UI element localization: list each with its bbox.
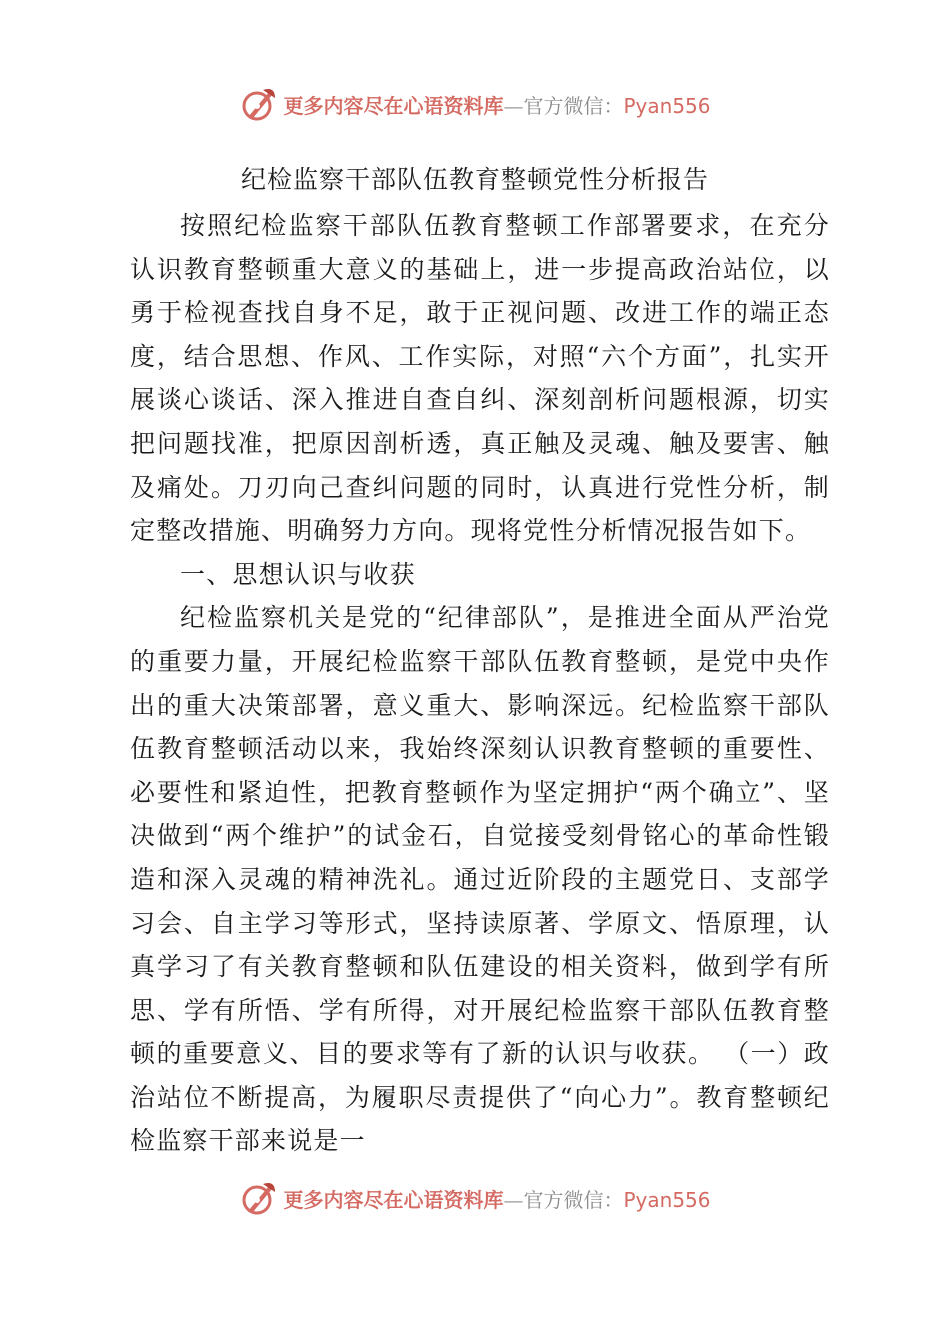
watermark-banner-top (0, 82, 950, 126)
document-title: 纪检监察干部队伍教育整顿党性分析报告 (240, 165, 709, 194)
watermark-account: Pyan556 (623, 1187, 711, 1212)
watermark-site: 更多内容尽在心语资料库 (283, 1187, 504, 1212)
body-paragraph: 纪检监察机关是党的“纪律部队”，是推进全面从严治党的重要力量，开展纪检监察干部队伍教育整顿，是党中央作出的重大决策部署，意义重大、影响深远。纪检监察干部队伍教育整顿活动以来，我始终深刻认识教育整顿的重要性、必要性和紧迫性，把教育整顿作为坚定拥护“两个确立”、坚决做到“两个维护”的试金石，自觉接受刻骨铭心的革命性锻造和深入灵魂的精神洗礼。通过近阶段的主题党日、支部学习会、自主学习等形式，坚持读原著、学原文、悟原理，认真学习了有关教育整顿和队伍建设的相关资料，做到学有所思、学有所悟、学有所得，对开展纪检监察干部队伍教育整顿的重要意义、目的要求等有了新的认识与收获。 （一）政治站位不断提高，为履职尽责提供了“向心力”。教育整顿纪检监察干部来说是一 (130, 603, 830, 1156)
watermark-text (283, 1184, 710, 1213)
watermark-banner-bottom (0, 1176, 950, 1220)
watermark-site: 更多内容尽在心语资料库 (283, 93, 504, 118)
quill-logo-icon (239, 1178, 279, 1218)
watermark-text (283, 90, 710, 119)
watermark-dash: — (503, 93, 524, 118)
intro-paragraph: 按照纪检监察干部队伍教育整顿工作部署要求，在充分认识教育整顿重大意义的基础上，进一步提高政治站位，以勇于检视查找自身不足，敢于正视问题、改进工作的端正态度，结合思想、作风、工作实际，对照“六个方面”，扎实开展谈心谈话、深入推进自查自纠、深刻剖析问题根源，切实把问题找准，把原因剖析透，真正触及灵魂、触及要害、触及痛处。刀刃向己查纠问题的同时，认真进行党性分析，制定整改措施、明确努力方向。现将党性分析情况报告如下。 (130, 211, 830, 546)
quill-logo-icon (239, 84, 279, 124)
watermark-label: 官方微信： (523, 93, 624, 118)
watermark-dash: — (503, 1187, 524, 1212)
document-body (130, 204, 830, 1163)
section-heading: 一、思想认识与收获 (180, 559, 416, 589)
watermark-label: 官方微信： (523, 1187, 624, 1212)
watermark-account: Pyan556 (623, 93, 711, 118)
